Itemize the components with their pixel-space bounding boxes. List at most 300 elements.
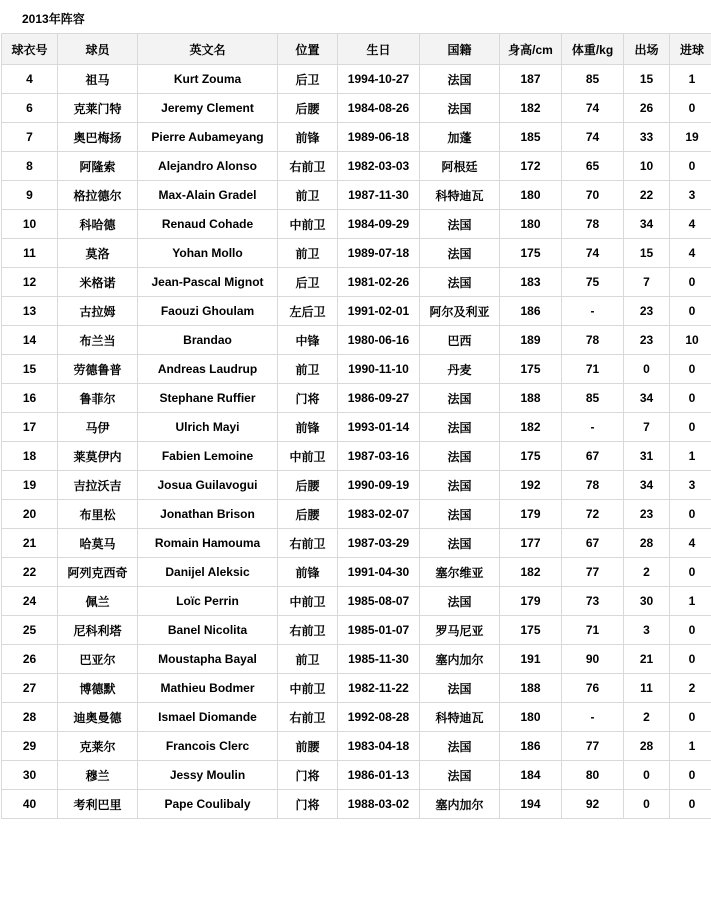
cell-pos: 后腰 (278, 471, 338, 500)
cell-name: 考利巴里 (58, 790, 138, 819)
cell-num: 19 (2, 471, 58, 500)
cell-h: 172 (500, 152, 562, 181)
cell-name: 祖马 (58, 65, 138, 94)
cell-nat: 阿根廷 (420, 152, 500, 181)
table-row (2, 210, 711, 239)
cell-name: 克莱门特 (58, 94, 138, 123)
cell-bd: 1990-11-10 (338, 355, 420, 384)
cell-num: 40 (2, 790, 58, 819)
cell-enname: Brandao (138, 326, 278, 355)
cell-enname: Romain Hamouma (138, 529, 278, 558)
cell-goal: 0 (670, 616, 711, 645)
cell-enname: Faouzi Ghoulam (138, 297, 278, 326)
cell-name: 布兰当 (58, 326, 138, 355)
cell-enname: Moustapha Bayal (138, 645, 278, 674)
cell-pos: 右前卫 (278, 616, 338, 645)
cell-h: 182 (500, 558, 562, 587)
cell-w: 71 (562, 616, 624, 645)
cell-bd: 1987-11-30 (338, 181, 420, 210)
cell-num: 16 (2, 384, 58, 413)
cell-w: 80 (562, 761, 624, 790)
cell-name: 鲁菲尔 (58, 384, 138, 413)
cell-w: 70 (562, 181, 624, 210)
cell-num: 11 (2, 239, 58, 268)
cell-enname: Loïc Perrin (138, 587, 278, 616)
cell-w: 77 (562, 732, 624, 761)
cell-nat: 丹麦 (420, 355, 500, 384)
table-row (2, 471, 711, 500)
cell-name: 阿隆索 (58, 152, 138, 181)
cell-enname: Max-Alain Gradel (138, 181, 278, 210)
cell-app: 7 (624, 413, 670, 442)
cell-num: 4 (2, 65, 58, 94)
page-title: 2013年阵容 (22, 12, 85, 26)
cell-h: 179 (500, 587, 562, 616)
cell-goal: 2 (670, 674, 711, 703)
cell-h: 184 (500, 761, 562, 790)
cell-nat: 塞内加尔 (420, 790, 500, 819)
cell-nat: 法国 (420, 65, 500, 94)
cell-goal: 0 (670, 558, 711, 587)
cell-nat: 法国 (420, 442, 500, 471)
cell-pos: 前卫 (278, 181, 338, 210)
cell-goal: 0 (670, 790, 711, 819)
cell-w: 71 (562, 355, 624, 384)
cell-pos: 门将 (278, 384, 338, 413)
cell-h: 182 (500, 413, 562, 442)
column-header-appearances: 出场 (624, 34, 670, 65)
cell-bd: 1991-04-30 (338, 558, 420, 587)
cell-name: 莫洛 (58, 239, 138, 268)
cell-pos: 右前卫 (278, 152, 338, 181)
cell-bd: 1984-08-26 (338, 94, 420, 123)
cell-num: 20 (2, 500, 58, 529)
cell-w: 74 (562, 239, 624, 268)
cell-h: 192 (500, 471, 562, 500)
cell-nat: 塞内加尔 (420, 645, 500, 674)
cell-h: 186 (500, 732, 562, 761)
cell-name: 阿列克西奇 (58, 558, 138, 587)
cell-pos: 后卫 (278, 268, 338, 297)
cell-h: 180 (500, 703, 562, 732)
cell-h: 194 (500, 790, 562, 819)
cell-goal: 10 (670, 326, 711, 355)
cell-nat: 巴西 (420, 326, 500, 355)
cell-goal: 19 (670, 123, 711, 152)
column-header-nationality: 国籍 (420, 34, 500, 65)
cell-w: 74 (562, 94, 624, 123)
cell-nat: 法国 (420, 413, 500, 442)
cell-enname: Pierre Aubameyang (138, 123, 278, 152)
cell-enname: Mathieu Bodmer (138, 674, 278, 703)
cell-app: 0 (624, 355, 670, 384)
cell-w: 78 (562, 326, 624, 355)
cell-goal: 1 (670, 587, 711, 616)
cell-nat: 法国 (420, 210, 500, 239)
cell-nat: 科特迪瓦 (420, 703, 500, 732)
cell-nat: 法国 (420, 674, 500, 703)
cell-enname: Banel Nicolita (138, 616, 278, 645)
cell-enname: Renaud Cohade (138, 210, 278, 239)
column-header-birthday: 生日 (338, 34, 420, 65)
cell-app: 34 (624, 384, 670, 413)
cell-num: 26 (2, 645, 58, 674)
cell-app: 31 (624, 442, 670, 471)
cell-pos: 前卫 (278, 645, 338, 674)
cell-goal: 4 (670, 210, 711, 239)
cell-bd: 1985-01-07 (338, 616, 420, 645)
cell-nat: 科特迪瓦 (420, 181, 500, 210)
cell-name: 奥巴梅扬 (58, 123, 138, 152)
cell-w: 67 (562, 529, 624, 558)
table-row (2, 500, 711, 529)
cell-enname: Danijel Aleksic (138, 558, 278, 587)
cell-pos: 后腰 (278, 500, 338, 529)
table-row (2, 268, 711, 297)
column-header-goals: 进球 (670, 34, 711, 65)
cell-pos: 左后卫 (278, 297, 338, 326)
table-row (2, 790, 711, 819)
table-row (2, 703, 711, 732)
cell-bd: 1980-06-16 (338, 326, 420, 355)
cell-w: - (562, 413, 624, 442)
cell-nat: 法国 (420, 268, 500, 297)
table-row (2, 529, 711, 558)
cell-num: 7 (2, 123, 58, 152)
cell-goal: 0 (670, 500, 711, 529)
cell-bd: 1982-03-03 (338, 152, 420, 181)
cell-pos: 门将 (278, 790, 338, 819)
cell-nat: 法国 (420, 761, 500, 790)
table-row (2, 65, 711, 94)
cell-pos: 前锋 (278, 123, 338, 152)
table-row (2, 674, 711, 703)
cell-name: 巴亚尔 (58, 645, 138, 674)
cell-app: 30 (624, 587, 670, 616)
cell-pos: 中前卫 (278, 587, 338, 616)
cell-app: 0 (624, 761, 670, 790)
table-row (2, 645, 711, 674)
cell-pos: 中前卫 (278, 674, 338, 703)
cell-pos: 门将 (278, 761, 338, 790)
table-row (2, 442, 711, 471)
column-header-position: 位置 (278, 34, 338, 65)
cell-nat: 法国 (420, 500, 500, 529)
cell-w: - (562, 297, 624, 326)
cell-num: 6 (2, 94, 58, 123)
cell-bd: 1983-04-18 (338, 732, 420, 761)
cell-bd: 1991-02-01 (338, 297, 420, 326)
cell-app: 28 (624, 732, 670, 761)
cell-h: 182 (500, 94, 562, 123)
cell-num: 18 (2, 442, 58, 471)
column-header-english-name: 英文名 (138, 34, 278, 65)
cell-enname: Fabien Lemoine (138, 442, 278, 471)
roster-table (1, 33, 711, 819)
cell-num: 22 (2, 558, 58, 587)
header-row (2, 34, 711, 65)
cell-w: 78 (562, 210, 624, 239)
cell-app: 2 (624, 558, 670, 587)
cell-name: 迪奥曼德 (58, 703, 138, 732)
table-row (2, 587, 711, 616)
cell-app: 23 (624, 326, 670, 355)
cell-nat: 法国 (420, 239, 500, 268)
cell-name: 格拉德尔 (58, 181, 138, 210)
cell-bd: 1986-09-27 (338, 384, 420, 413)
cell-pos: 右前卫 (278, 529, 338, 558)
cell-num: 27 (2, 674, 58, 703)
cell-pos: 前卫 (278, 239, 338, 268)
cell-goal: 3 (670, 181, 711, 210)
cell-w: 67 (562, 442, 624, 471)
cell-enname: Ismael Diomande (138, 703, 278, 732)
cell-name: 佩兰 (58, 587, 138, 616)
cell-name: 莱莫伊内 (58, 442, 138, 471)
cell-app: 21 (624, 645, 670, 674)
cell-w: 77 (562, 558, 624, 587)
cell-pos: 右前卫 (278, 703, 338, 732)
cell-num: 12 (2, 268, 58, 297)
cell-name: 米格诺 (58, 268, 138, 297)
cell-name: 博德默 (58, 674, 138, 703)
cell-nat: 塞尔维亚 (420, 558, 500, 587)
cell-goal: 1 (670, 732, 711, 761)
cell-num: 29 (2, 732, 58, 761)
cell-w: 65 (562, 152, 624, 181)
cell-app: 22 (624, 181, 670, 210)
table-header (2, 34, 711, 65)
cell-w: 76 (562, 674, 624, 703)
cell-enname: Jessy Moulin (138, 761, 278, 790)
cell-goal: 4 (670, 529, 711, 558)
table-row (2, 326, 711, 355)
table-row (2, 297, 711, 326)
cell-h: 180 (500, 181, 562, 210)
cell-nat: 法国 (420, 732, 500, 761)
column-header-weight: 体重/kg (562, 34, 624, 65)
cell-num: 30 (2, 761, 58, 790)
cell-bd: 1992-08-28 (338, 703, 420, 732)
cell-bd: 1989-06-18 (338, 123, 420, 152)
cell-w: 92 (562, 790, 624, 819)
cell-h: 189 (500, 326, 562, 355)
cell-w: 90 (562, 645, 624, 674)
column-header-player: 球员 (58, 34, 138, 65)
column-header-jersey-number: 球衣号 (2, 34, 58, 65)
cell-goal: 0 (670, 268, 711, 297)
cell-pos: 中前卫 (278, 210, 338, 239)
cell-app: 11 (624, 674, 670, 703)
cell-goal: 1 (670, 442, 711, 471)
cell-app: 34 (624, 210, 670, 239)
cell-goal: 0 (670, 413, 711, 442)
column-header-height: 身高/cm (500, 34, 562, 65)
cell-enname: Yohan Mollo (138, 239, 278, 268)
cell-bd: 1982-11-22 (338, 674, 420, 703)
cell-num: 8 (2, 152, 58, 181)
cell-enname: Alejandro Alonso (138, 152, 278, 181)
cell-bd: 1990-09-19 (338, 471, 420, 500)
cell-h: 180 (500, 210, 562, 239)
cell-enname: Stephane Ruffier (138, 384, 278, 413)
cell-w: 85 (562, 384, 624, 413)
cell-bd: 1989-07-18 (338, 239, 420, 268)
cell-num: 17 (2, 413, 58, 442)
cell-num: 24 (2, 587, 58, 616)
table-row (2, 181, 711, 210)
cell-w: 75 (562, 268, 624, 297)
cell-enname: Jean-Pascal Mignot (138, 268, 278, 297)
cell-nat: 罗马尼亚 (420, 616, 500, 645)
cell-enname: Andreas Laudrup (138, 355, 278, 384)
cell-w: - (562, 703, 624, 732)
cell-name: 劳德鲁普 (58, 355, 138, 384)
cell-h: 175 (500, 616, 562, 645)
cell-name: 克莱尔 (58, 732, 138, 761)
cell-enname: Francois Clerc (138, 732, 278, 761)
table-body (2, 65, 711, 819)
cell-pos: 后卫 (278, 65, 338, 94)
cell-h: 186 (500, 297, 562, 326)
cell-h: 179 (500, 500, 562, 529)
cell-name: 马伊 (58, 413, 138, 442)
cell-nat: 法国 (420, 587, 500, 616)
cell-h: 191 (500, 645, 562, 674)
cell-pos: 后腰 (278, 94, 338, 123)
table-row (2, 761, 711, 790)
cell-enname: Ulrich Mayi (138, 413, 278, 442)
cell-app: 3 (624, 616, 670, 645)
cell-goal: 0 (670, 384, 711, 413)
cell-app: 34 (624, 471, 670, 500)
cell-pos: 前锋 (278, 558, 338, 587)
cell-num: 13 (2, 297, 58, 326)
cell-bd: 1983-02-07 (338, 500, 420, 529)
cell-bd: 1987-03-16 (338, 442, 420, 471)
cell-enname: Josua Guilavogui (138, 471, 278, 500)
cell-enname: Jeremy Clement (138, 94, 278, 123)
cell-num: 10 (2, 210, 58, 239)
cell-app: 2 (624, 703, 670, 732)
cell-pos: 中前卫 (278, 442, 338, 471)
cell-app: 28 (624, 529, 670, 558)
cell-num: 15 (2, 355, 58, 384)
cell-goal: 3 (670, 471, 711, 500)
cell-app: 23 (624, 297, 670, 326)
table-row (2, 152, 711, 181)
cell-h: 175 (500, 355, 562, 384)
cell-bd: 1985-11-30 (338, 645, 420, 674)
cell-app: 23 (624, 500, 670, 529)
cell-num: 21 (2, 529, 58, 558)
table-row (2, 123, 711, 152)
cell-nat: 法国 (420, 94, 500, 123)
cell-bd: 1986-01-13 (338, 761, 420, 790)
cell-w: 72 (562, 500, 624, 529)
cell-enname: Kurt Zouma (138, 65, 278, 94)
cell-num: 28 (2, 703, 58, 732)
cell-h: 175 (500, 239, 562, 268)
cell-pos: 前锋 (278, 413, 338, 442)
cell-pos: 前卫 (278, 355, 338, 384)
cell-goal: 0 (670, 703, 711, 732)
cell-pos: 中锋 (278, 326, 338, 355)
table-row (2, 94, 711, 123)
cell-bd: 1981-02-26 (338, 268, 420, 297)
table-row (2, 732, 711, 761)
cell-bd: 1993-01-14 (338, 413, 420, 442)
cell-h: 175 (500, 442, 562, 471)
cell-bd: 1985-08-07 (338, 587, 420, 616)
cell-goal: 0 (670, 94, 711, 123)
table-row (2, 355, 711, 384)
cell-goal: 0 (670, 297, 711, 326)
cell-nat: 法国 (420, 471, 500, 500)
table-row (2, 413, 711, 442)
cell-app: 0 (624, 790, 670, 819)
cell-app: 15 (624, 65, 670, 94)
cell-goal: 0 (670, 355, 711, 384)
cell-bd: 1994-10-27 (338, 65, 420, 94)
cell-app: 33 (624, 123, 670, 152)
cell-goal: 4 (670, 239, 711, 268)
cell-app: 26 (624, 94, 670, 123)
cell-enname: Pape Coulibaly (138, 790, 278, 819)
cell-name: 尼科利塔 (58, 616, 138, 645)
cell-h: 188 (500, 384, 562, 413)
cell-h: 185 (500, 123, 562, 152)
cell-bd: 1988-03-02 (338, 790, 420, 819)
cell-name: 哈莫马 (58, 529, 138, 558)
table-row (2, 384, 711, 413)
cell-name: 科哈德 (58, 210, 138, 239)
cell-bd: 1984-09-29 (338, 210, 420, 239)
cell-nat: 阿尔及利亚 (420, 297, 500, 326)
cell-w: 74 (562, 123, 624, 152)
cell-num: 9 (2, 181, 58, 210)
cell-nat: 加蓬 (420, 123, 500, 152)
cell-h: 177 (500, 529, 562, 558)
cell-num: 25 (2, 616, 58, 645)
cell-enname: Jonathan Brison (138, 500, 278, 529)
cell-w: 85 (562, 65, 624, 94)
cell-h: 183 (500, 268, 562, 297)
cell-name: 吉拉沃吉 (58, 471, 138, 500)
cell-nat: 法国 (420, 384, 500, 413)
cell-goal: 1 (670, 65, 711, 94)
cell-w: 78 (562, 471, 624, 500)
cell-num: 14 (2, 326, 58, 355)
cell-app: 15 (624, 239, 670, 268)
cell-h: 187 (500, 65, 562, 94)
cell-pos: 前腰 (278, 732, 338, 761)
table-row (2, 239, 711, 268)
cell-app: 7 (624, 268, 670, 297)
cell-w: 73 (562, 587, 624, 616)
table-row (2, 616, 711, 645)
cell-goal: 0 (670, 761, 711, 790)
cell-h: 188 (500, 674, 562, 703)
table-row (2, 558, 711, 587)
cell-bd: 1987-03-29 (338, 529, 420, 558)
cell-name: 布里松 (58, 500, 138, 529)
cell-name: 古拉姆 (58, 297, 138, 326)
cell-goal: 0 (670, 152, 711, 181)
cell-app: 10 (624, 152, 670, 181)
cell-goal: 0 (670, 645, 711, 674)
cell-nat: 法国 (420, 529, 500, 558)
